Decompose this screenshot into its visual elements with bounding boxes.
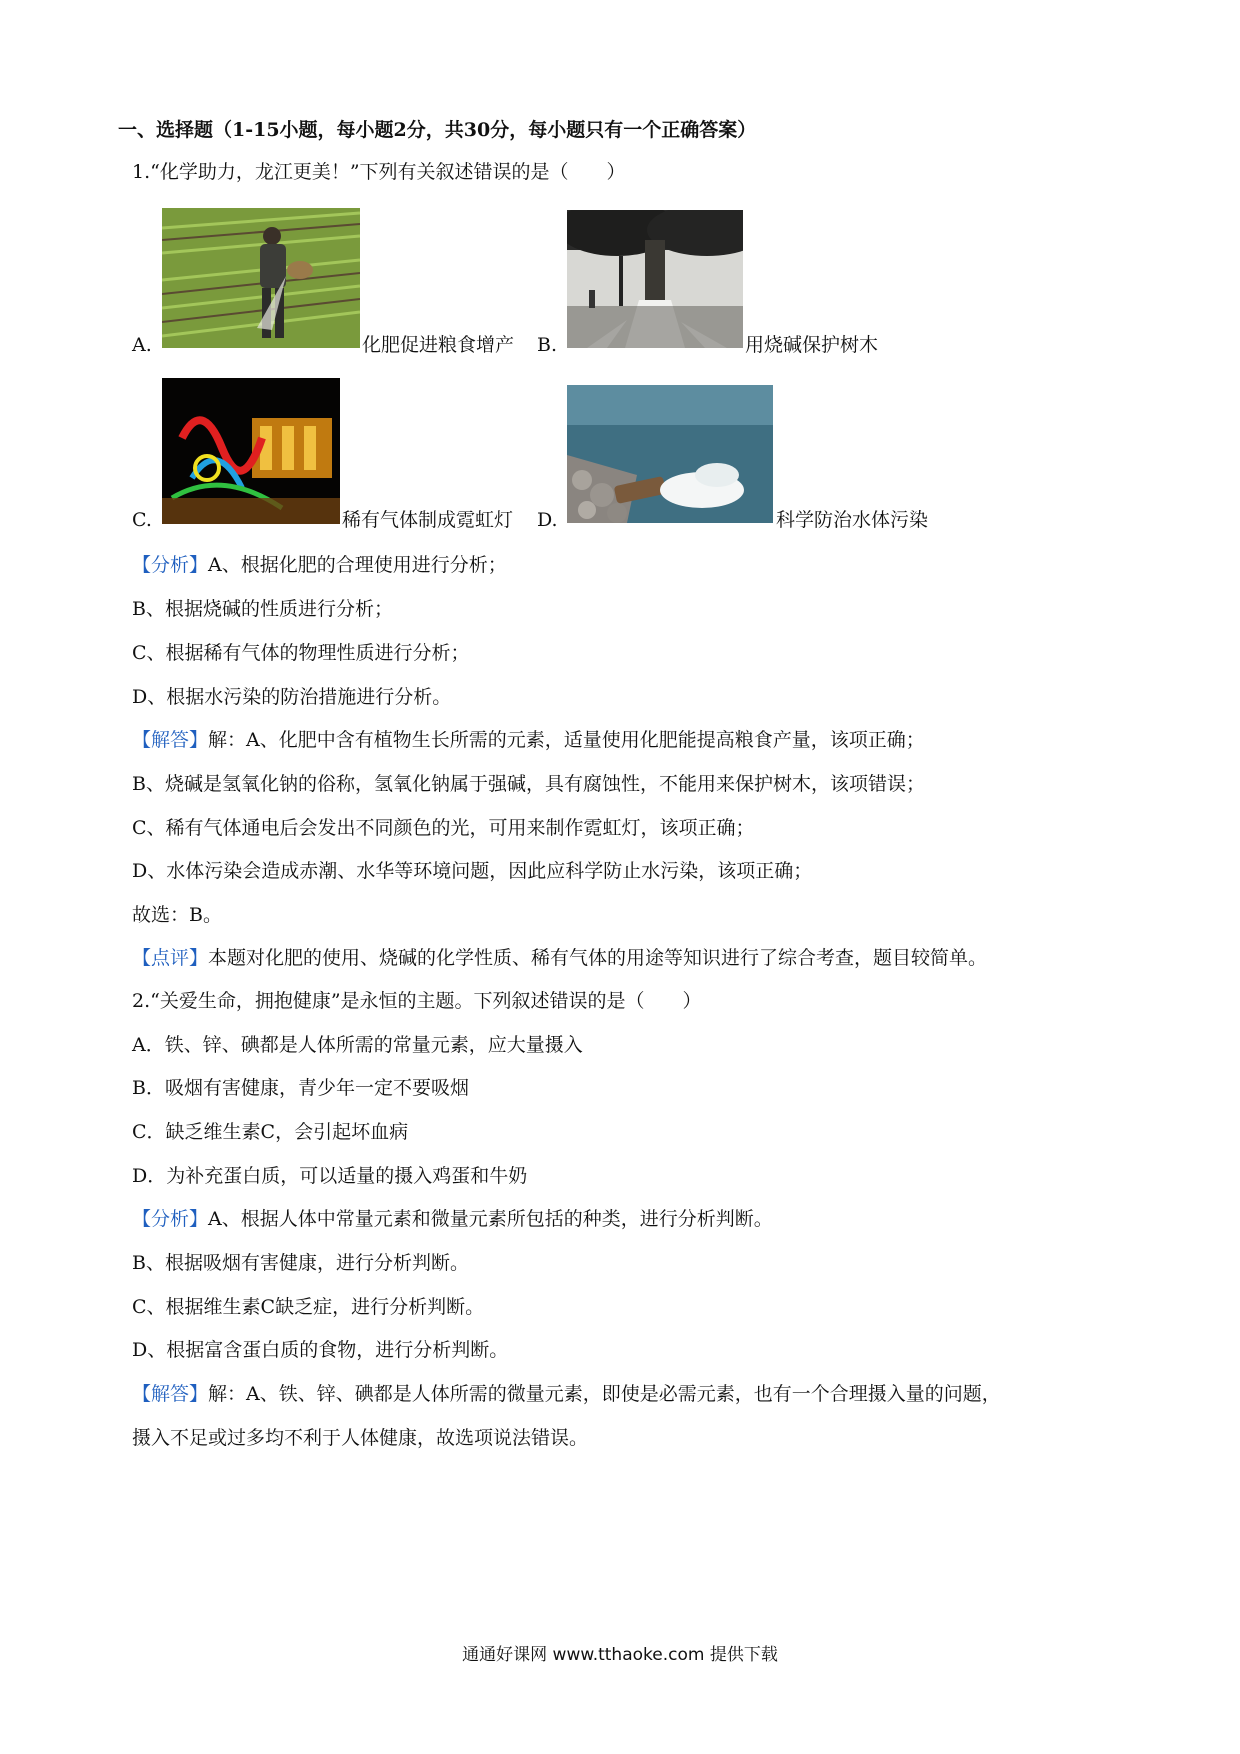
q1-analysis-line-3: C、根据稀有气体的物理性质进行分析； <box>132 642 470 664</box>
q2-analysis-line-3: C、根据维生素C缺乏症，进行分析判断。 <box>132 1296 485 1318</box>
q1-stem: 1.“化学助力，龙江更美！”下列有关叙述错误的是（ ） <box>132 161 626 183</box>
answer-tag: 【解答】 <box>132 1383 209 1405</box>
q1-option-d-letter: D. <box>537 509 558 531</box>
analysis-text: A、根据人体中常量元素和微量元素所包括的种类，进行分析判断。 <box>208 1208 773 1230</box>
answer-text: 解：A、铁、锌、碘都是人体所需的微量元素，即使是必需元素，也有一个合理摄入量的问题， <box>208 1383 1001 1405</box>
page-footer: 通通好课网 www.tthaoke.com 提供下载 <box>462 1645 778 1665</box>
q1-answer-line-1 <box>132 728 925 752</box>
q2-option-c: C．缺乏维生素C，会引起坏血病 <box>132 1121 409 1143</box>
q1-analysis-line-2: B、根据烧碱的性质进行分析； <box>132 598 393 620</box>
q2-analysis-line-1 <box>132 1207 773 1231</box>
q1-answer-line-3: C、稀有气体通电后会发出不同颜色的光，可用来制作霓虹灯，该项正确； <box>132 817 755 839</box>
analysis-tag: 【分析】 <box>132 554 209 576</box>
q2-stem: 2.“关爱生命，拥抱健康”是永恒的主题。下列叙述错误的是（ ） <box>132 990 702 1012</box>
q1-option-b-letter: B. <box>537 334 558 356</box>
q1-answer-line-2: B、烧碱是氢氧化钠的俗称，氢氧化钠属于强碱，具有腐蚀性，不能用来保护树木，该项错误； <box>132 773 925 795</box>
comment-text: 本题对化肥的使用、烧碱的化学性质、稀有气体的用途等知识进行了综合考查，题目较简单。 <box>208 947 988 969</box>
answer-text: 解：A、化肥中含有植物生长所需的元素，适量使用化肥能提高粮食产量，该项正确； <box>208 729 925 751</box>
q2-option-d: D．为补充蛋白质，可以适量的摄入鸡蛋和牛奶 <box>132 1165 528 1187</box>
q1-answer-line-5: 故选：B。 <box>132 904 222 926</box>
q1-option-a-text: 化肥促进粮食增产 <box>362 334 515 356</box>
q2-answer-line-2: 摄入不足或过多均不利于人体健康，故选项说法错误。 <box>132 1427 589 1449</box>
q1-comment <box>132 946 987 970</box>
section-heading: 一、选择题（1-15小题，每小题2分，共30分，每小题只有一个正确答案） <box>118 119 757 141</box>
answer-tag: 【解答】 <box>132 729 209 751</box>
q1-analysis-line-1 <box>132 553 507 577</box>
q1-option-b-text: 用烧碱保护树木 <box>745 334 879 356</box>
water-pollution-image <box>567 385 773 523</box>
analysis-text: A、根据化肥的合理使用进行分析； <box>208 554 507 576</box>
q1-option-a-letter: A. <box>132 334 152 356</box>
q2-answer-line-1 <box>132 1382 1001 1406</box>
whitewashed-tree-image <box>567 210 743 348</box>
q1-option-c-letter: C. <box>132 509 152 531</box>
q1-answer-line-4: D、水体污染会造成赤潮、水华等环境问题，因此应科学防止水污染，该项正确； <box>132 860 813 882</box>
neon-lights-image <box>162 378 340 524</box>
q2-analysis-line-4: D、根据富含蛋白质的食物，进行分析判断。 <box>132 1339 509 1361</box>
fertilizer-field-image <box>162 208 360 348</box>
q2-option-a: A．铁、锌、碘都是人体所需的常量元素，应大量摄入 <box>132 1034 583 1056</box>
q1-option-d-text: 科学防治水体污染 <box>776 509 929 531</box>
q2-analysis-line-2: B、根据吸烟有害健康，进行分析判断。 <box>132 1252 469 1274</box>
q1-analysis-line-4: D、根据水污染的防治措施进行分析。 <box>132 686 452 708</box>
comment-tag: 【点评】 <box>132 947 209 969</box>
q1-option-c-text: 稀有气体制成霓虹灯 <box>342 509 514 531</box>
analysis-tag: 【分析】 <box>132 1208 209 1230</box>
q2-option-b: B．吸烟有害健康，青少年一定不要吸烟 <box>132 1077 469 1099</box>
